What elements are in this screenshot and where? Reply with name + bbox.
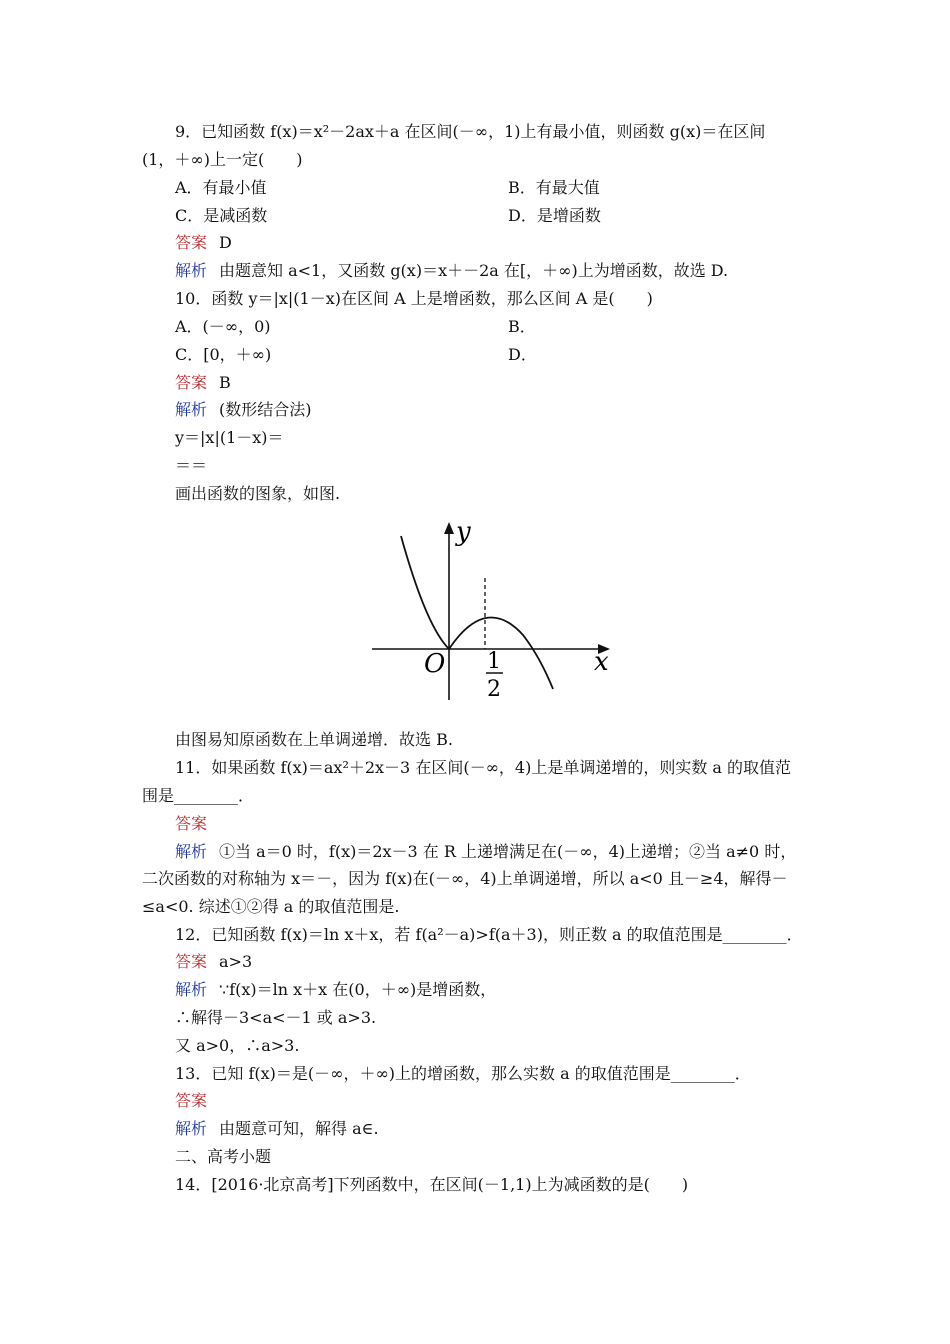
- q10-analysis: (数形结合法): [219, 400, 312, 419]
- q14-stem: 14．[2016·北京高考]下列函数中，在区间(－1,1)上为减函数的是( ): [175, 1175, 689, 1194]
- half-denominator: 2: [487, 677, 501, 702]
- right-branch-curve: [449, 617, 553, 689]
- q10-conclusion: 由图易知原函数在上单调递增．故选 B.: [175, 730, 453, 749]
- function-graph: [358, 512, 624, 728]
- q10-option-d: D．: [508, 345, 537, 364]
- q9-answer: D: [219, 233, 232, 252]
- q12-analysis-row: [175, 979, 496, 1001]
- q9-analysis-row: [175, 260, 728, 282]
- q10-option-a: A．(－∞，0): [175, 317, 271, 336]
- q12-analysis: ∵f(x)＝ln x＋x 在(0，＋∞)是增函数，: [219, 980, 497, 999]
- q9-answer-row: [175, 232, 232, 254]
- answer-label: 答案: [175, 814, 208, 833]
- left-branch-curve: [401, 536, 449, 649]
- section-heading: 二、高考小题: [175, 1147, 272, 1166]
- x-axis-label: x: [594, 647, 609, 677]
- q10-option-b: B．: [508, 317, 536, 336]
- q10-answer: B: [219, 373, 231, 392]
- q11-analysis-row: [175, 841, 796, 863]
- q10-option-c: C．[0，＋∞): [175, 345, 272, 364]
- q10-answer-row: [175, 372, 231, 394]
- q13-answer-row: [175, 1090, 219, 1112]
- origin-label: O: [424, 649, 446, 679]
- analysis-label: 解析: [175, 261, 208, 280]
- analysis-label: 解析: [175, 842, 208, 861]
- q10-line3: 画出函数的图象，如图.: [175, 484, 341, 503]
- analysis-label: 解析: [175, 1119, 208, 1138]
- analysis-label: 解析: [175, 980, 208, 999]
- half-numerator: 1: [487, 649, 501, 674]
- q11-stem-line1: 11．如果函数 f(x)＝ax²＋2x－3 在区间(－∞，4)上是单调递增的，则实数 a 的取值范: [175, 758, 792, 777]
- q10-stem: 10．函数 y＝|x|(1－x)在区间 A 上是增函数，那么区间 A 是( ): [175, 289, 653, 308]
- q11-answer-row: [175, 813, 219, 835]
- q10-line2: ＝＝: [175, 456, 208, 475]
- q12-line1: ∴解得－3<a<－1 或 a>3.: [175, 1008, 377, 1027]
- q12-stem: 12．已知函数 f(x)＝ln x＋x，若 f(a²－a)>f(a＋3)，则正数 a 的取值范围是________．: [175, 925, 803, 944]
- q13-stem: 13．已知 f(x)＝是(－∞，＋∞)上的增函数，那么实数 a 的取值范围是________．: [175, 1064, 751, 1083]
- q10-line1: y＝|x|(1－x)＝: [175, 428, 284, 447]
- q9-option-d: D．是增函数: [508, 206, 601, 225]
- q11-analysis-line2: 二次函数的对称轴为 x＝－，因为 f(x)在(－∞，4)上单调递增，所以 a<0 且－≥4，解得－: [142, 869, 788, 888]
- q11-stem-line2: 围是________．: [142, 786, 255, 805]
- q12-line2: 又 a>0，∴a>3.: [175, 1036, 300, 1055]
- y-axis-label: y: [456, 517, 471, 547]
- answer-label: 答案: [175, 373, 208, 392]
- q9-option-a: A．有最小值: [175, 178, 267, 197]
- answer-label: 答案: [175, 952, 208, 971]
- q12-answer-row: [175, 951, 252, 973]
- answer-label: 答案: [175, 1091, 208, 1110]
- q13-analysis-row: [175, 1118, 379, 1140]
- y-axis-arrow: [444, 522, 454, 534]
- q9-option-c: C．是减函数: [175, 206, 268, 225]
- q9-stem-line1: 9．已知函数 f(x)＝x²－2ax＋a 在区间(－∞，1)上有最小值，则函数 g(x)＝在区间: [175, 122, 766, 141]
- q9-option-b: B．有最大值: [508, 178, 600, 197]
- q10-analysis-row: [175, 399, 312, 421]
- q9-stem-line2: (1，＋∞)上一定( ): [142, 150, 303, 169]
- q11-analysis-line1: ①当 a＝0 时，f(x)＝2x－3 在 R 上递增满足在(－∞，4)上递增；②当 a≠0 时，: [219, 842, 797, 861]
- answer-label: 答案: [175, 233, 208, 252]
- q11-analysis-line3: ≤a<0. 综述①②得 a 的取值范围是.: [142, 897, 400, 916]
- q9-analysis: 由题意知 a<1，又函数 g(x)＝x＋－2a 在[，＋∞)上为增函数，故选 D.: [219, 261, 729, 280]
- q13-analysis: 由题意可知，解得 a∈.: [219, 1119, 379, 1138]
- analysis-label: 解析: [175, 400, 208, 419]
- q12-answer: a>3: [219, 952, 253, 971]
